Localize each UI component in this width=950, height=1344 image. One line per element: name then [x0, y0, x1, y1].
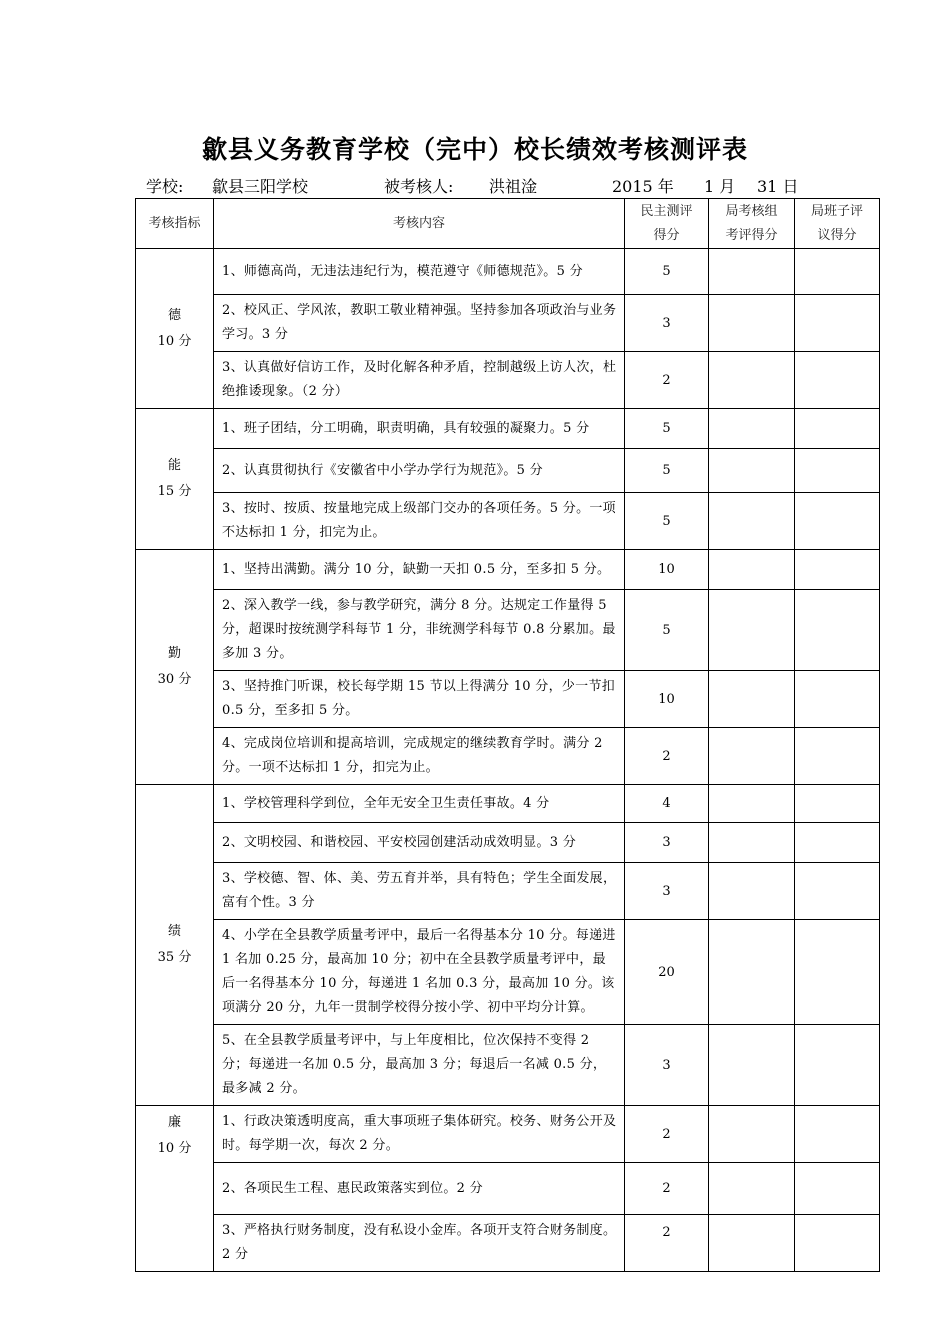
- bureau-group-score-cell: [709, 1106, 795, 1163]
- table-row: [136, 1025, 880, 1106]
- democratic-score: 20: [625, 920, 709, 1025]
- table-row: [136, 1215, 880, 1272]
- democratic-score: 5: [625, 249, 709, 295]
- header-bureau-team-line2: 议得分: [817, 227, 857, 243]
- table-row: [136, 863, 880, 920]
- header-indicator: 考核指标: [136, 199, 214, 249]
- bureau-group-score-cell: [709, 863, 795, 920]
- date-day: 31 日: [757, 177, 799, 196]
- bureau-group-score-cell: [709, 1025, 795, 1106]
- table-row: [136, 823, 880, 863]
- category-name: 廉: [167, 1115, 181, 1130]
- item-content: 3、学校德、智、体、美、劳五育并举，具有特色；学生全面发展，富有个性。3 分: [214, 863, 625, 920]
- bureau-team-score-cell: [795, 785, 880, 823]
- item-content: 1、学校管理科学到位，全年无安全卫生责任事故。4 分: [214, 785, 625, 823]
- page-title: 歙县义务教育学校（完中）校长绩效考核测评表: [201, 135, 748, 164]
- item-content: 4、小学在全县教学质量考评中，最后一名得基本分 10 分。每递进 1 名加 0.25 分，最高加 10 分；初中在全县教学质量考评中，最后一名得基本分 10 分，每递进 1 名加 0.3 分，最高加 10 分。该项满分 20 分，九年一贯制学校得分按小学、初中平均分计算。: [214, 920, 625, 1025]
- table-row: [136, 728, 880, 785]
- category-points: 10 分: [157, 1141, 192, 1156]
- item-content: 3、坚持推门听课，校长每学期 15 节以上得满分 10 分，少一节扣 0.5 分，至多扣 5 分。: [214, 671, 625, 728]
- bureau-group-score-cell: [709, 449, 795, 493]
- bureau-team-score-cell: [795, 920, 880, 1025]
- table-row: [136, 550, 880, 590]
- democratic-score: 2: [625, 1106, 709, 1163]
- category-cell: [136, 1106, 214, 1272]
- item-content: 2、文明校园、和谐校园、平安校园创建活动成效明显。3 分: [214, 823, 625, 863]
- democratic-score: 2: [625, 1215, 709, 1272]
- democratic-score: 5: [625, 590, 709, 671]
- item-content: 3、严格执行财务制度，没有私设小金库。各项开支符合财务制度。2 分: [214, 1215, 625, 1272]
- category-name: 绩: [167, 924, 181, 939]
- bureau-group-score-cell: [709, 352, 795, 409]
- examinee-value: 洪祖淦: [489, 177, 538, 196]
- bureau-team-score-cell: [795, 823, 880, 863]
- table-row: [136, 249, 880, 295]
- democratic-score: 2: [625, 1163, 709, 1215]
- item-content: 5、在全县教学质量考评中，与上年度相比，位次保持不变得 2 分；每递进一名加 0.5 分，最高加 3 分；每退后一名减 0.5 分，最多减 2 分。: [214, 1025, 625, 1106]
- category-cell: [136, 550, 214, 785]
- democratic-score: 2: [625, 352, 709, 409]
- bureau-group-score-cell: [709, 1163, 795, 1215]
- bureau-group-score-cell: [709, 590, 795, 671]
- bureau-group-score-cell: [709, 823, 795, 863]
- bureau-team-score-cell: [795, 863, 880, 920]
- category-points: 10 分: [157, 333, 192, 349]
- category-points: 15 分: [157, 484, 192, 499]
- bureau-group-score-cell: [709, 409, 795, 449]
- item-content: 3、按时、按质、按量地完成上级部门交办的各项任务。5 分。一项不达标扣 1 分，扣完为止。: [214, 493, 625, 550]
- school-label: 学校:: [146, 177, 184, 196]
- bureau-team-score-cell: [795, 1106, 880, 1163]
- category-cell: [136, 785, 214, 1106]
- category-points: 35 分: [157, 950, 192, 965]
- bureau-team-score-cell: [795, 671, 880, 728]
- header-content: 考核内容: [214, 199, 625, 249]
- democratic-score: 5: [625, 493, 709, 550]
- democratic-score: 10: [625, 550, 709, 590]
- item-content: 1、坚持出满勤。满分 10 分，缺勤一天扣 0.5 分，至多扣 5 分。: [214, 550, 625, 590]
- item-content: 1、师德高尚，无违法违纪行为，模范遵守《师德规范》。5 分: [214, 249, 625, 295]
- category-cell: [136, 249, 214, 409]
- category-cell: [136, 409, 214, 550]
- bureau-team-score-cell: [795, 550, 880, 590]
- item-content: 2、深入教学一线，参与教学研究，满分 8 分。达规定工作量得 5 分，超课时按统测学科每节 1 分，非统测学科每节 0.8 分累加。最多加 3 分。: [214, 590, 625, 671]
- bureau-group-score-cell: [709, 550, 795, 590]
- bureau-team-score-cell: [795, 449, 880, 493]
- bureau-group-score-cell: [709, 728, 795, 785]
- bureau-team-score-cell: [795, 1215, 880, 1272]
- table-row: [136, 1106, 880, 1163]
- date-month: 1 月: [704, 177, 736, 196]
- table-row: [136, 352, 880, 409]
- header-bureau-group: [709, 199, 795, 249]
- item-content: 1、班子团结，分工明确，职责明确，具有较强的凝聚力。5 分: [214, 409, 625, 449]
- category-name: 德: [167, 307, 181, 323]
- bureau-group-score-cell: [709, 249, 795, 295]
- bureau-team-score-cell: [795, 249, 880, 295]
- democratic-score: 5: [625, 449, 709, 493]
- header-democratic: [625, 199, 709, 249]
- evaluation-table: [135, 198, 880, 1272]
- democratic-score: 2: [625, 728, 709, 785]
- bureau-team-score-cell: [795, 1025, 880, 1106]
- bureau-team-score-cell: [795, 590, 880, 671]
- bureau-group-score-cell: [709, 1215, 795, 1272]
- table-row: [136, 590, 880, 671]
- header-bureau-team-line1: 局班子评: [810, 203, 863, 219]
- democratic-score: 3: [625, 823, 709, 863]
- examinee-label: 被考核人:: [384, 177, 454, 196]
- bureau-team-score-cell: [795, 1163, 880, 1215]
- democratic-score: 4: [625, 785, 709, 823]
- table-row: [136, 1163, 880, 1215]
- bureau-group-score-cell: [709, 493, 795, 550]
- item-content: 1、行政决策透明度高，重大事项班子集体研究。校务、财务公开及时。每学期一次，每次 2 分。: [214, 1106, 625, 1163]
- democratic-score: 3: [625, 295, 709, 352]
- table-row: [136, 920, 880, 1025]
- table-row: [136, 671, 880, 728]
- category-points: 30 分: [157, 672, 192, 687]
- item-content: 2、各项民生工程、惠民政策落实到位。2 分: [214, 1163, 625, 1215]
- bureau-group-score-cell: [709, 295, 795, 352]
- header-democratic-line1: 民主测评: [640, 203, 693, 219]
- item-content: 2、认真贯彻执行《安徽省中小学办学行为规范》。5 分: [214, 449, 625, 493]
- item-content: 4、完成岗位培训和提高培训，完成规定的继续教育学时。满分 2 分。一项不达标扣 1 分，扣完为止。: [214, 728, 625, 785]
- bureau-team-score-cell: [795, 295, 880, 352]
- header-bureau-group-line1: 局考核组: [725, 203, 778, 219]
- democratic-score: 3: [625, 863, 709, 920]
- bureau-group-score-cell: [709, 920, 795, 1025]
- table-header-row: [136, 199, 880, 249]
- header-bureau-group-line2: 考评得分: [725, 227, 778, 243]
- header-democratic-line2: 得分: [653, 227, 680, 243]
- date-year: 2015 年: [612, 177, 674, 196]
- school-value: 歙县三阳学校: [212, 177, 309, 196]
- bureau-team-score-cell: [795, 493, 880, 550]
- category-name: 能: [167, 458, 181, 473]
- table-row: [136, 449, 880, 493]
- bureau-team-score-cell: [795, 352, 880, 409]
- table-row: [136, 409, 880, 449]
- category-name: 勤: [167, 646, 181, 661]
- item-content: 2、校风正、学风浓，教职工敬业精神强。坚持参加各项政治与业务学习。3 分: [214, 295, 625, 352]
- header-bureau-team: [795, 199, 880, 249]
- bureau-team-score-cell: [795, 409, 880, 449]
- bureau-group-score-cell: [709, 785, 795, 823]
- table-row: [136, 295, 880, 352]
- democratic-score: 10: [625, 671, 709, 728]
- table-row: [136, 785, 880, 823]
- bureau-team-score-cell: [795, 728, 880, 785]
- item-content: 3、认真做好信访工作，及时化解各种矛盾，控制越级上访人次，杜绝推诿现象。（2 分）: [214, 352, 625, 409]
- democratic-score: 5: [625, 409, 709, 449]
- table-row: [136, 493, 880, 550]
- bureau-group-score-cell: [709, 671, 795, 728]
- democratic-score: 3: [625, 1025, 709, 1106]
